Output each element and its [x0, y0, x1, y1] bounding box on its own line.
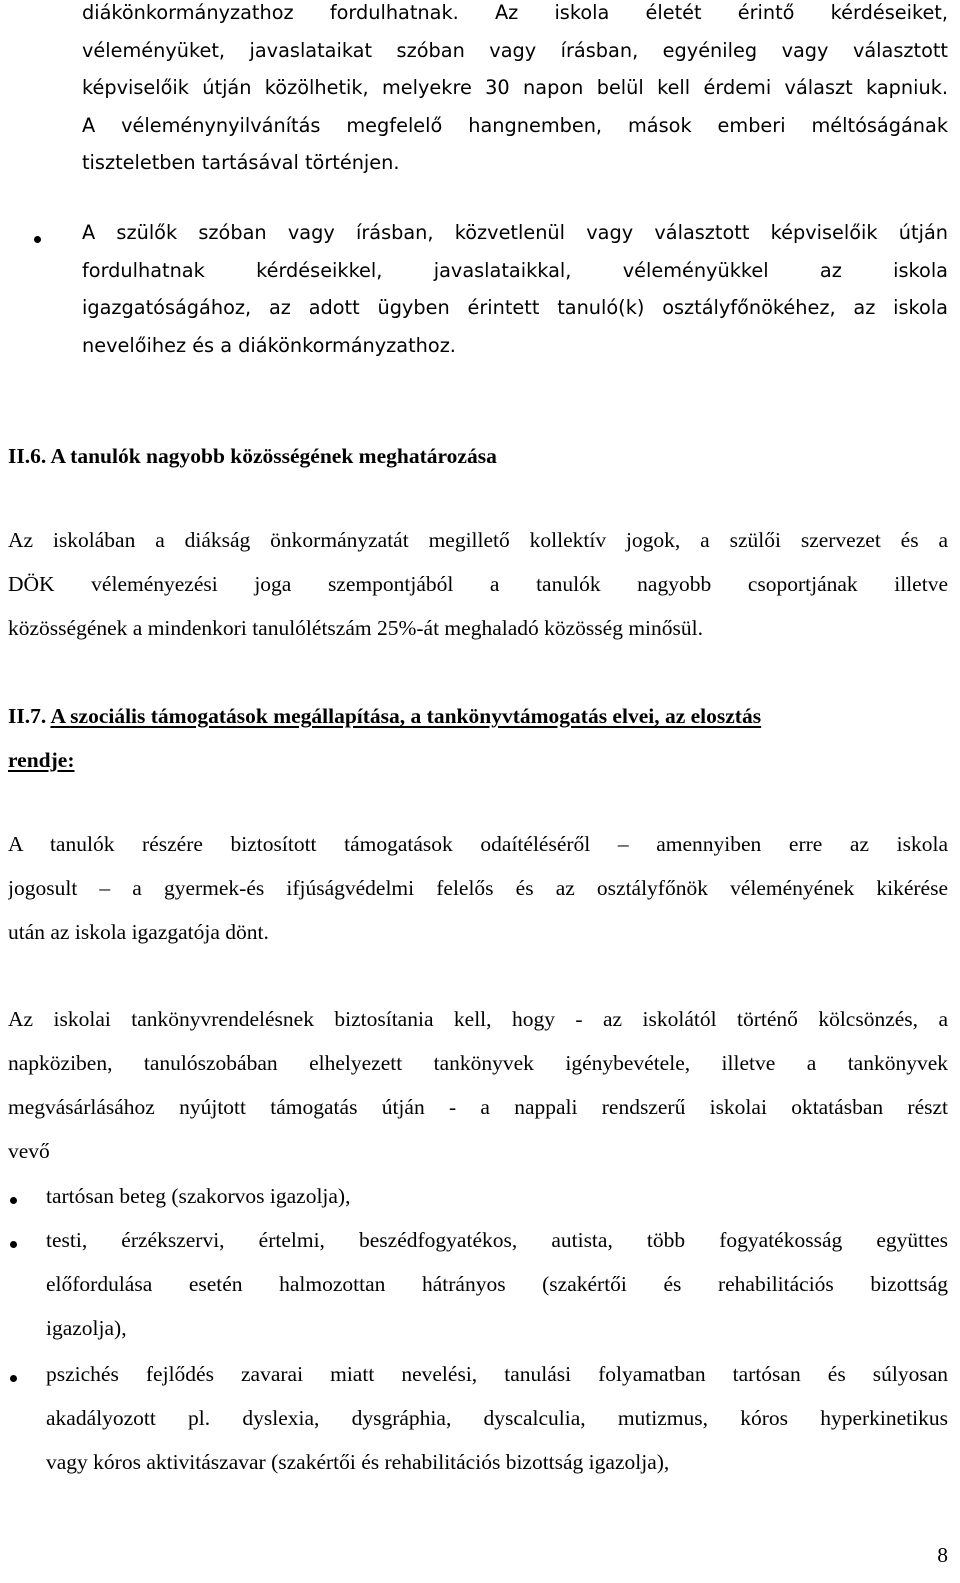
text-line: jogosult – a gyermek-és ifjúságvédelmi felelős és az osztályfőnök véleményének kikérése: [8, 876, 948, 900]
text-line: akadályozott pl. dyslexia, dysgráphia, dyscalculia, mutizmus, kóros hyperkinetikus: [46, 1406, 948, 1430]
text-line: igazgatóságához, az adott ügyben érintett tanuló(k) osztályfőnökéhez, az iskola: [82, 296, 948, 319]
bullet-icon: [10, 1197, 17, 1204]
text-line: nevelőihez és a diákönkormányzathoz.: [82, 333, 456, 357]
text-line: A véleménynyilvánítás megfelelő hangnemben, mások emberi méltóságának: [82, 113, 948, 137]
text-line: fordulhatnak kérdéseikkel, javaslataikkal, véleményükkel az iskola: [82, 258, 948, 282]
section-heading-ii6: [8, 434, 948, 478]
paragraph-student-rights: [82, 0, 948, 182]
text-line: képviselőik útján közölhetik, melyekre 30 napon belül kell érdemi választ kapniuk.: [82, 76, 948, 99]
bullet-parents: [82, 214, 948, 364]
text-line: közösségének a mindenkori tanulólétszám 25%-át meghaladó közösség minősül.: [8, 616, 703, 640]
bullet-item: [46, 1174, 948, 1218]
paragraph-textbook-ordering: [8, 997, 948, 1173]
text-line: tiszteletben tartásával történjen.: [82, 151, 400, 174]
text-line: A tanulók részére biztosított támogatások odaítéléséről – amennyiben erre az iskola: [8, 832, 948, 856]
text-line: véleményüket, javaslataikat szóban vagy írásban, egyénileg vagy választott: [82, 38, 948, 62]
section-heading-ii7: [8, 694, 948, 782]
text-line: megvásárlásához nyújtott támogatás útján - a nappali rendszerű iskolai oktatásban részt: [8, 1095, 948, 1119]
text-line: Az iskolában a diákság önkormányzatát megillető kollektív jogok, a szülői szervezet és a: [8, 528, 948, 552]
text-line: Az iskolai tankönyvrendelésnek biztosítania kell, hogy - az iskolától történő kölcsönzés, a: [8, 1007, 948, 1031]
bullet-icon: [10, 1375, 17, 1382]
bullet-item: [46, 1352, 948, 1484]
text-line: DÖK véleményezési joga szempontjából a tanulók nagyobb csoportjának illetve: [8, 572, 948, 596]
text-line: tartósan beteg (szakorvos igazolja),: [46, 1184, 351, 1208]
text-line: vevő: [8, 1139, 50, 1163]
paragraph-community-definition: [8, 518, 948, 650]
section-title: A tanulók nagyobb közösségének meghatározása: [50, 444, 497, 468]
section-title: A szociális támogatások megállapítása, a tankönyvtámogatás elvei, az elosztás: [50, 704, 762, 728]
section-number: II.6.: [8, 444, 47, 468]
bullet-icon: [10, 1241, 17, 1248]
bullet-icon: [34, 236, 41, 243]
text-line: előfordulása esetén halmozottan hátrányos (szakértői és rehabilitációs bizottság: [46, 1272, 948, 1296]
text-line: után az iskola igazgatója dönt.: [8, 920, 269, 944]
page-number: 8: [937, 1543, 948, 1567]
bullet-item: [46, 1218, 948, 1350]
text-line: vagy kóros aktivitászavar (szakértői és rehabilitációs bizottság igazolja),: [46, 1450, 670, 1474]
text-line: igazolja),: [46, 1316, 127, 1340]
text-line: napköziben, tanulószobában elhelyezett tankönyvek igénybevétele, illetve a tankönyvek: [8, 1051, 948, 1075]
text-line: A szülők szóban vagy írásban, közvetlenül vagy választott képviselőik útján: [82, 221, 948, 244]
text-line: diákönkormányzathoz fordulhatnak. Az iskola életét érintő kérdéseiket,: [82, 1, 948, 24]
text-line: testi, érzékszervi, értelmi, beszédfogyatékos, autista, több fogyatékosság együttes: [46, 1228, 948, 1252]
section-title-continued: rendje:: [8, 748, 75, 772]
section-number: II.7.: [8, 704, 47, 728]
text-line: pszichés fejlődés zavarai miatt nevelési, tanulási folyamatban tartósan és súlyosan: [46, 1362, 948, 1386]
paragraph-social-support: [8, 822, 948, 954]
